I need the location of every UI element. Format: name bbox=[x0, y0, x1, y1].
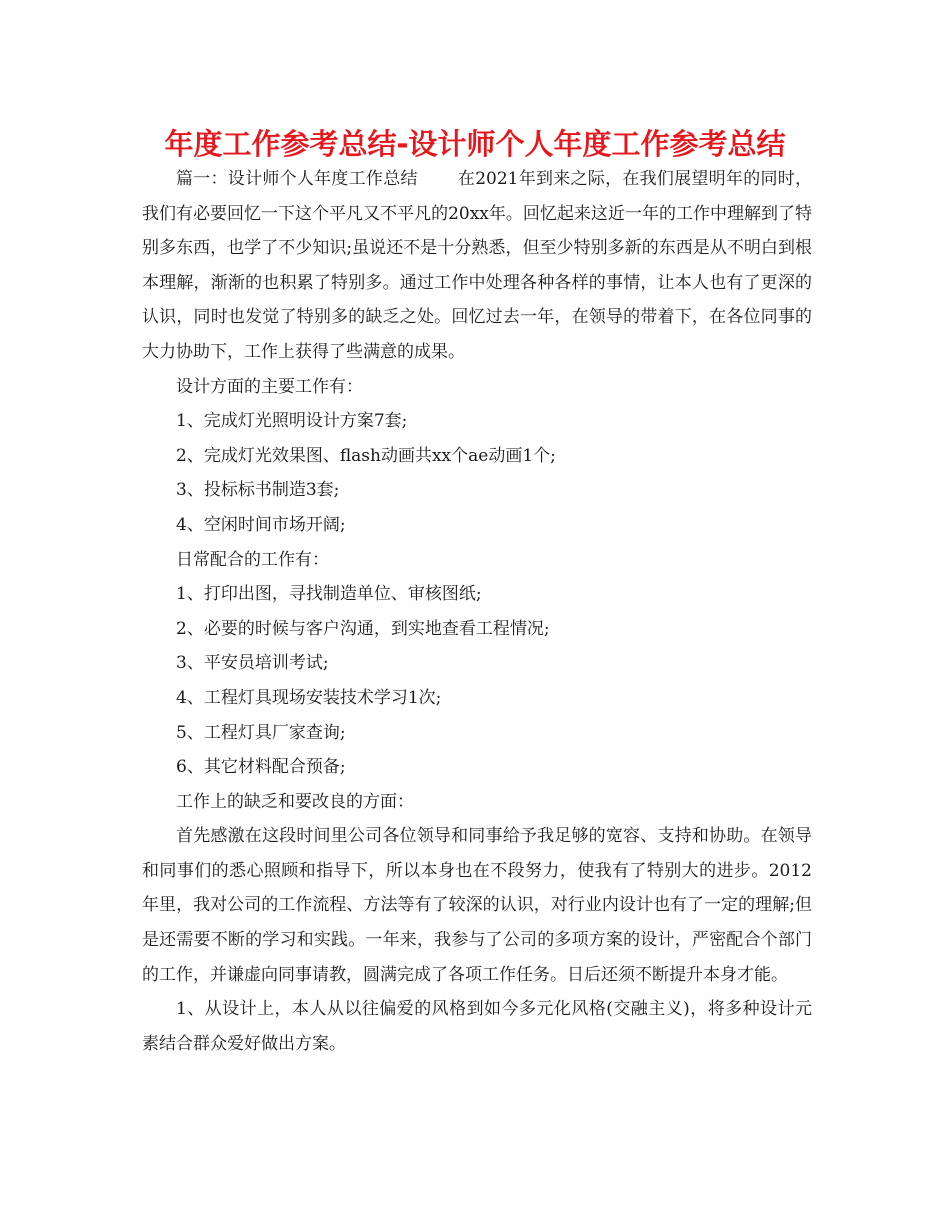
list-item: 2、完成灯光效果图、flash动画共xx个ae动画1个; bbox=[176, 445, 556, 466]
list-item: 6、其它材料配合预备; bbox=[176, 757, 346, 778]
paragraph-design-work-heading: 设计方面的主要工作有： bbox=[176, 376, 363, 397]
paragraph-daily-work-heading: 日常配合的工作有： bbox=[176, 549, 329, 570]
paragraph-thanks: 首先感激在这段时间里公司各位领导和同事给予我足够的宽容、支持和协助。在领导和同事们的悉心照顾和指导下，所以本身也在不段努力，使我有了特别大的进步。2012年里，我对公司的工作流程、方法等有了较深的认识，对行业内设计也有了一定的理解;但是还需要不断的学习和实践。一年来，我参与了公司的多项方案的设计，严密配合个部门的工作，并谦虚向同事请教，圆满完成了各项工作任务。日后还须不断提升本身才能。 bbox=[142, 826, 812, 985]
paragraph-design-point-1: 1、从设计上，本人从以往偏爱的风格到如今多元化风格(交融主义)，将多种设计元素结合群众爱好做出方案。 bbox=[142, 999, 812, 1054]
document-title: 年度工作参考总结-设计师个人年度工作参考总结 bbox=[164, 127, 786, 161]
list-item: 3、投标标书制造3套; bbox=[176, 480, 340, 501]
list-item: 2、必要的时候与客户沟通，到实地查看工程情况; bbox=[176, 618, 550, 639]
list-item: 4、空闲时间市场开阔; bbox=[176, 514, 346, 535]
list-item: 5、工程灯具厂家查询; bbox=[176, 722, 346, 743]
list-item: 1、完成灯光照明设计方案7套; bbox=[176, 411, 408, 432]
paragraph-shortcomings-heading: 工作上的缺乏和要改良的方面： bbox=[176, 791, 414, 812]
list-item: 4、工程灯具现场安装技术学习1次; bbox=[176, 687, 442, 708]
list-item: 1、打印出图，寻找制造单位、审核图纸; bbox=[176, 584, 482, 605]
document-body bbox=[142, 162, 812, 1061]
list-item: 3、平安员培训考试; bbox=[176, 653, 329, 674]
paragraph-intro: 篇一：设计师个人年度工作总结 在2021年到来之际，在我们展望明年的同时，我们有必要回忆一下这个平凡又不平凡的20xx年。回忆起来这近一年的工作中理解到了特别多东西，也学了不少知识;虽说还不是十分熟悉，但至少特别多新的东西是从不明白到根本理解，渐渐的也积累了特别多。通过工作中处理各种各样的事情，让本人也有了更深的认识，同时也发觉了特别多的缺乏之处。回忆过去一年，在领导的带着下，在各位同事的大力协助下，工作上获得了些满意的成果。 bbox=[142, 169, 812, 362]
